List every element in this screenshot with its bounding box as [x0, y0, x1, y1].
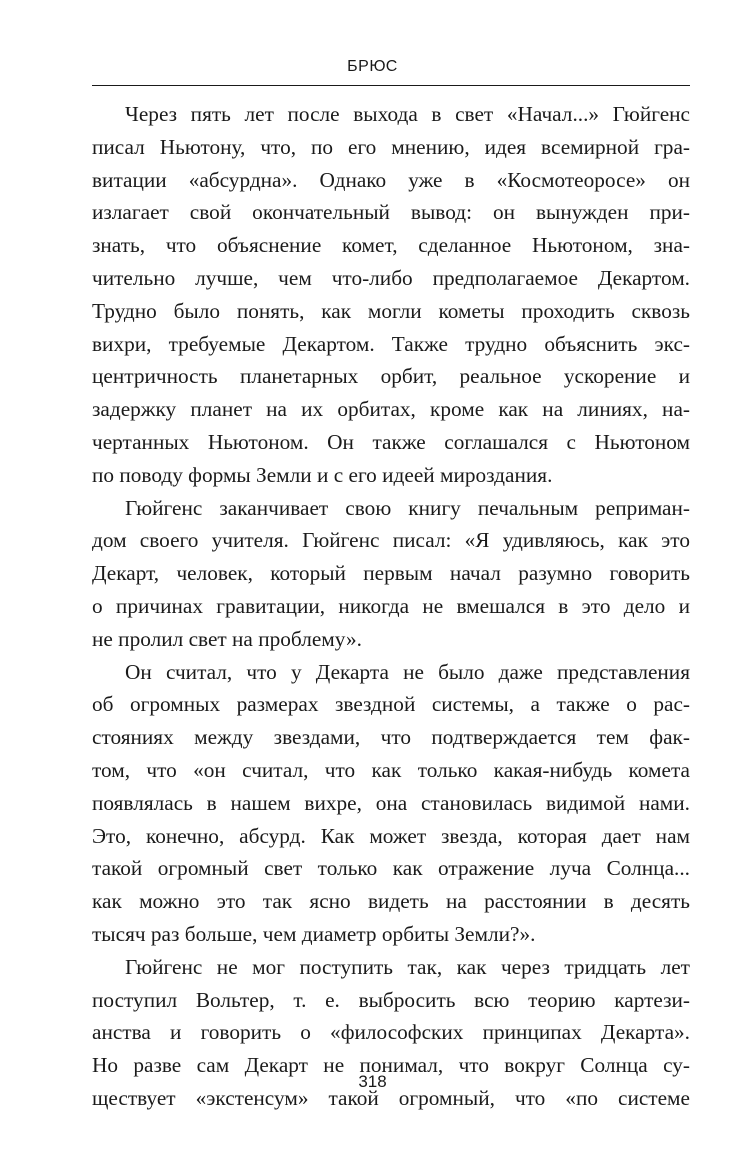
- text-line: знать, что объяснение комет, сделанное Ньютоном, зна-: [92, 233, 690, 258]
- text-line: не пролил свет на проблему».: [92, 626, 362, 651]
- text-line: стояниях между звездами, что подтверждается тем фак-: [92, 725, 690, 750]
- text-line: том, что «он считал, что как только какая-нибудь комета: [92, 757, 690, 782]
- page-number: 318: [358, 1072, 387, 1091]
- text-line: Через пять лет после выхода в свет «Начал...» Гюйгенс: [125, 102, 690, 126]
- text-line: дом своего учителя. Гюйгенс писал: «Я удивляюсь, как это: [92, 528, 690, 553]
- text-line: задержку планет на их орбитах, кроме как на линиях, на-: [92, 397, 690, 422]
- text-line: такой огромный свет только как отражение луча Солнца...: [92, 856, 690, 881]
- running-head: БРЮС: [347, 58, 398, 75]
- text-line: по поводу формы Земли и с его идеей мироздания.: [92, 462, 553, 487]
- text-line: о причинах гравитации, никогда не вмешался в это дело и: [92, 593, 690, 618]
- paragraph: [92, 656, 690, 951]
- text-line: тысяч раз больше, чем диаметр орбиты Земли?».: [92, 921, 536, 946]
- text-line: Он считал, что у Декарта не было даже представления: [125, 659, 690, 684]
- header-rule: [92, 85, 690, 86]
- text-line: центричность планетарных орбит, реальное ускорение и: [92, 364, 690, 389]
- text-line: как можно это так ясно видеть на расстоянии в десять: [92, 889, 690, 914]
- text-line: чительно лучше, чем что-либо предполагаемое Декартом.: [92, 265, 690, 290]
- text-line: вихри, требуемые Декартом. Также трудно объяснить экс-: [92, 331, 690, 356]
- text-line: писал Ньютону, что, по его мнению, идея всемирной гра-: [92, 134, 690, 159]
- text-line: Гюйгенс заканчивает свою книгу печальным реприман-: [125, 495, 690, 520]
- body-text: [92, 98, 690, 1115]
- text-line: анства и говорить о «философских принципах Декарта».: [92, 1020, 690, 1045]
- text-line: витации «абсурдна». Однако уже в «Космотеоросе» он: [92, 167, 690, 192]
- text-line: Но разве сам Декарт не понимал, что вокруг Солнца су-: [92, 1053, 690, 1078]
- paragraph: [92, 98, 690, 492]
- text-line: об огромных размерах звездной системы, а также о рас-: [92, 692, 690, 717]
- text-line: поступил Вольтер, т. е. выбросить всю теорию картези-: [92, 987, 690, 1012]
- text-line: ществует «экстенсум» такой огромный, что «по системе: [92, 1085, 690, 1110]
- text-line: Трудно было понять, как могли кометы проходить сквозь: [92, 298, 690, 323]
- text-line: Это, конечно, абсурд. Как может звезда, которая дает нам: [92, 823, 690, 848]
- text-line: появлялась в нашем вихре, она становилась видимой нами.: [92, 790, 690, 815]
- text-line: Гюйгенс не мог поступить так, как через тридцать лет: [125, 954, 690, 979]
- text-line: излагает свой окончательный вывод: он вынужден при-: [92, 200, 690, 225]
- paragraph: [92, 492, 690, 656]
- text-line: чертанных Ньютоном. Он также соглашался с Ньютоном: [92, 429, 690, 454]
- text-line: Декарт, человек, который первым начал разумно говорить: [92, 561, 690, 586]
